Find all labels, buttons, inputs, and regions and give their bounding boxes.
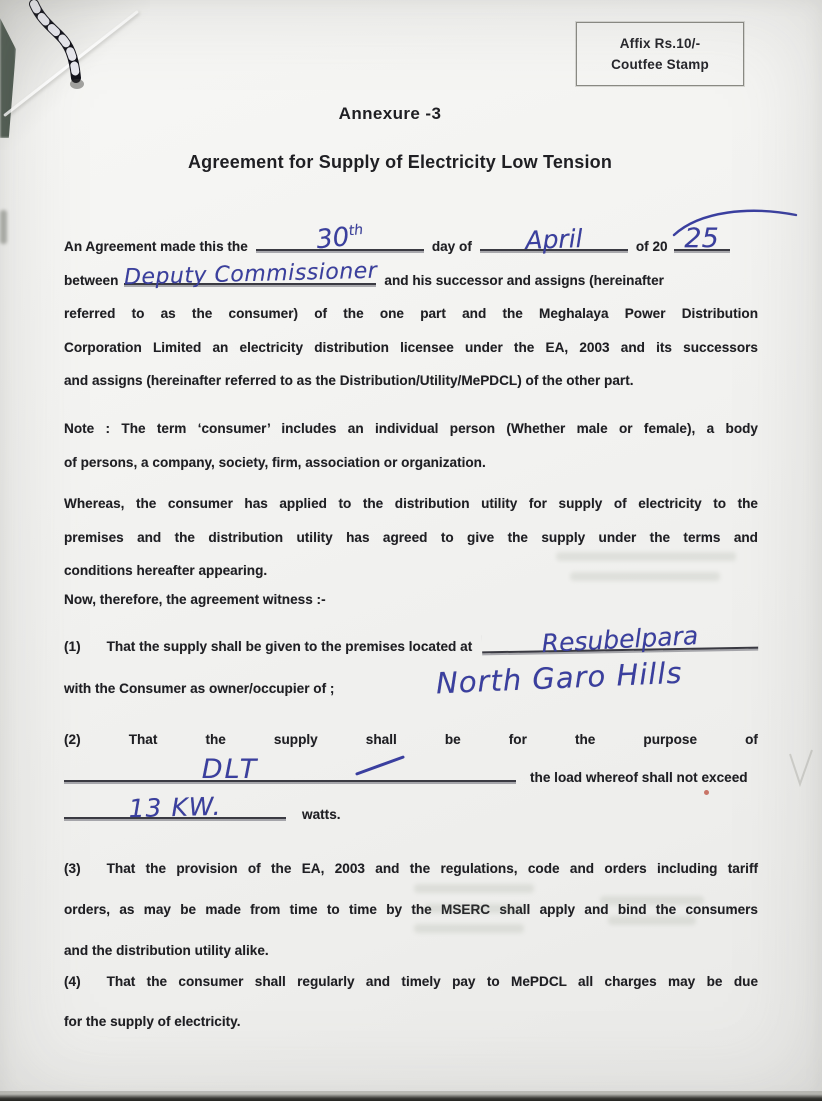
clause2-word: the (205, 732, 226, 747)
witness-text: Now, therefore, the agreement witness :- (64, 592, 326, 607)
clause2-line-3 (64, 791, 758, 832)
day-blank (256, 221, 424, 256)
note-paragraph (64, 412, 758, 479)
pen-flourish (670, 207, 800, 237)
scan-smudge (0, 210, 7, 244)
opening-pre-text: An Agreement made this the (64, 239, 248, 254)
opening-line-2 (64, 258, 758, 298)
annexure-heading: Annexure -3 (338, 104, 442, 123)
opening-line-3: referred to as the consumer) of the one part and the Meghalaya Power Distribution (64, 306, 758, 321)
clause2-line-2 (64, 754, 758, 795)
stamp-line-2: Coutfee Stamp (611, 57, 709, 72)
whereas-paragraph (64, 487, 758, 588)
note-line-1: Note : The term ‘consumer’ includes an individual person (Whether male or female), a body (64, 421, 758, 436)
clause2-word: of (745, 732, 758, 747)
location-blank (482, 620, 758, 659)
page-bottom-edge (0, 1094, 822, 1101)
opening-line-1 (64, 221, 758, 264)
stamp-line-1: Affix Rs.10/- (619, 36, 701, 51)
clause-1 (64, 620, 758, 702)
clause-4 (64, 962, 758, 1042)
load-blank (64, 791, 286, 823)
opening-mid-text: day of (431, 239, 472, 254)
clause2-number: (2) (64, 732, 81, 747)
whereas-line-1: Whereas, the consumer has applied to the distribution utility for supply of electricity to the (64, 496, 758, 511)
handwritten-purpose: DLT (201, 754, 259, 785)
clause2-word: the (574, 732, 596, 747)
year-blank (674, 223, 730, 254)
whereas-line-2: premises and the distribution utility has agreed to give the supply under the terms and (64, 529, 758, 545)
clause2-load-text: the load whereof shall not exceed (530, 770, 748, 785)
ink-speck (704, 790, 709, 795)
clause3-text: That the provision of the EA, 2003 and the regulations, code and orders including tariff (106, 861, 758, 876)
opening-post-text: of 20 (635, 239, 668, 254)
opening-line2-post: and his successor and assigns (hereinafter (384, 272, 664, 288)
opening-line-4: Corporation Limited an electricity distribution licensee under the EA, 2003 and its successors (64, 339, 758, 355)
clause3-number: (3) (64, 861, 81, 876)
clause2-word: shall (365, 732, 397, 747)
clause1-line-2: with the Consumer as owner/occupier of ; (64, 680, 335, 696)
clause-3 (64, 848, 758, 971)
handwritten-location: Resubelpara (541, 620, 700, 659)
clause2-word: purpose (643, 732, 698, 747)
handwritten-month: April (524, 224, 583, 255)
clause2-word: That (128, 732, 158, 747)
between-label: between (64, 272, 119, 288)
clause2-word: for (508, 732, 527, 747)
witness-line (64, 583, 758, 617)
page-title: Agreement for Supply of Electricity Low Tension (187, 152, 613, 172)
clause-2 (64, 722, 758, 831)
opening-paragraph (64, 221, 758, 398)
stamp-box (576, 22, 744, 86)
handwritten-district: North Garo Hills (435, 655, 684, 701)
clause2-word: supply (273, 732, 318, 747)
clause3-line-1 (64, 848, 758, 889)
purpose-blank (64, 754, 516, 785)
clause1-number: (1) (64, 639, 81, 654)
clause4-line-1 (64, 962, 758, 1002)
handwritten-year: 25 (684, 223, 719, 254)
clause1-text: That the supply shall be given to the premises located at (106, 639, 473, 654)
pencil-mark (788, 748, 814, 788)
clause2-watts-label: watts. (302, 806, 341, 822)
party-blank (124, 258, 379, 290)
clause3-line-3: and the distribution utility alike. (64, 943, 269, 958)
clause4-line-2: for the supply of electricity. (64, 1014, 241, 1029)
binding-cord-icon (8, 0, 94, 112)
clause1-line-1 (64, 620, 758, 664)
clause4-text: That the consumer shall regularly and timely pay to MePDCL all charges may be due (106, 974, 758, 989)
whereas-line-3: conditions hereafter appearing. (64, 563, 268, 578)
handwritten-day: 30th (314, 221, 364, 256)
clause2-line-1 (64, 722, 758, 758)
clause4-number: (4) (64, 974, 81, 989)
pen-stroke (355, 755, 405, 776)
note-line-2: of persons, a company, society, firm, association or organization. (64, 454, 486, 470)
handwritten-load: 13 KW. (128, 791, 222, 823)
clause2-word: be (444, 732, 461, 747)
clause3-line-2: orders, as may be made from time to time by the MSERC shall apply and bind the consumers (64, 902, 758, 917)
opening-line-5: and assigns (hereinafter referred to as the Distribution/Utility/MePDCL) of the other part. (64, 373, 634, 388)
handwritten-party: Deputy Commissioner (124, 258, 379, 290)
month-blank (480, 224, 628, 255)
